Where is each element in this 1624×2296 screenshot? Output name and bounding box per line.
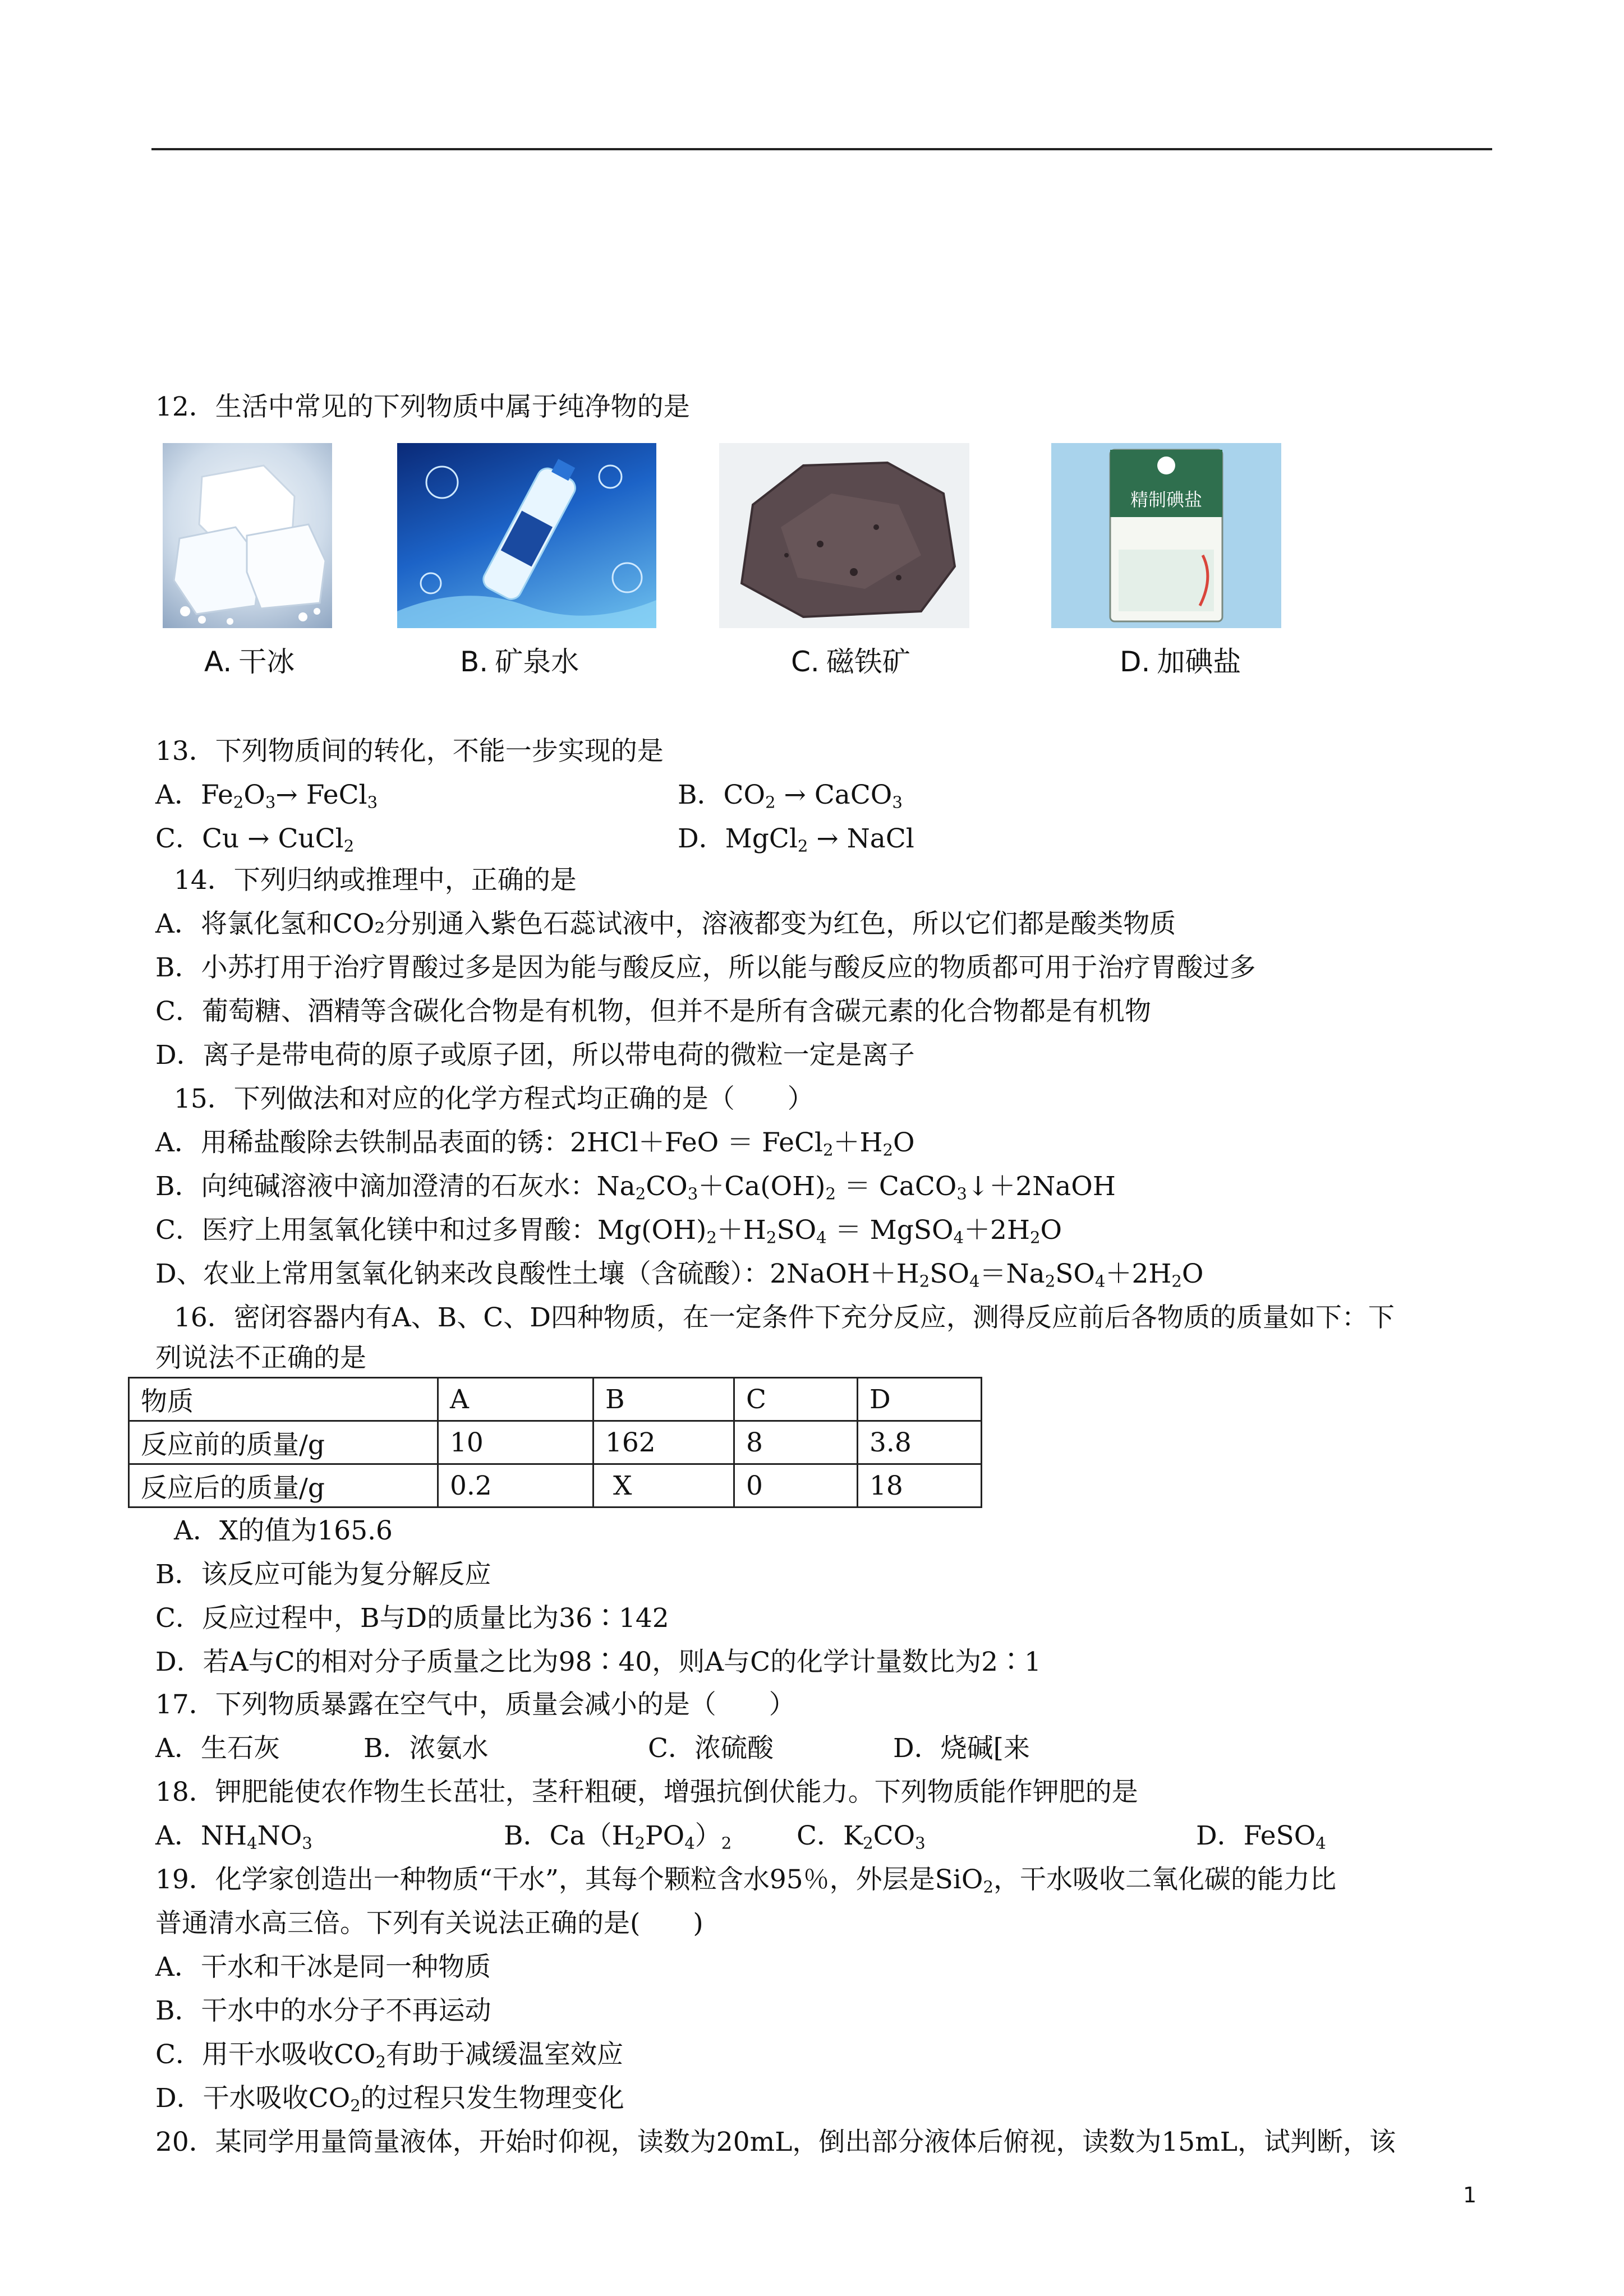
- table-cell: 0: [734, 1464, 858, 1507]
- table-header-row: [129, 1378, 982, 1421]
- q19-option-d: D．干水吸收$CO_2$的过程只发生物理变化: [155, 2083, 624, 2115]
- q14-option-c: C．葡萄糖、酒精等含碳化合物是有机物，但并不是所有含碳元素的化合物都是有机物: [155, 996, 1151, 1027]
- q19-stem-line2: 普通清水高三倍。下列有关说法正确的是( ): [155, 1908, 703, 1939]
- q14-option-a: A．将氯化氢和CO₂分别通入紫色石蕊试液中，溶液都变为红色，所以它们都是酸类物质: [155, 909, 1176, 939]
- q18-option-a: A．$NH_4NO_3$: [155, 1820, 312, 1853]
- q19-option-b: B．干水中的水分子不再运动: [155, 1995, 491, 2026]
- dry-ice-image: [163, 443, 332, 628]
- q19-option-c: C．用干水吸收$CO_2$有助于减缓温室效应: [155, 2039, 623, 2072]
- q16-stem-line1: 16．密闭容器内有A、B、C、D四种物质，在一定条件下充分反应，测得反应前后各物质的质量如下：下: [174, 1302, 1395, 1333]
- q12-stem: 12．生活中常见的下列物质中属于纯净物的是: [155, 391, 690, 422]
- q12-option-b: B. 矿泉水: [460, 646, 579, 678]
- q13-option-c: C．Cu → CuCl$_2$: [155, 823, 355, 856]
- q19-stem-line1: 19．化学家创造出一种物质“干水”，其每个颗粒含水95％，外层是SiO$_2$，干水吸收二氧化碳的能力比: [155, 1864, 1336, 1897]
- q17-option-a: A．生石灰: [155, 1733, 280, 1764]
- table-cell: C: [734, 1378, 858, 1421]
- table-cell: 0.2: [438, 1464, 594, 1507]
- table-cell: A: [438, 1378, 594, 1421]
- q13-stem: 13．下列物质间的转化，不能一步实现的是: [155, 736, 664, 767]
- q19-option-a: A．干水和干冰是同一种物质: [155, 1952, 491, 1983]
- q14-stem: 14．下列归纳或推理中，正确的是: [174, 865, 577, 896]
- table-cell: 18: [858, 1464, 982, 1507]
- salt-package-label: 精制碘盐: [1130, 489, 1202, 510]
- q17-stem: 17．下列物质暴露在空气中，质量会减小的是（ ）: [155, 1689, 795, 1720]
- q16-stem-line2: 列说法不正确的是: [155, 1343, 366, 1373]
- q17-option-b: B．浓氨水: [364, 1733, 489, 1764]
- table-cell: 162: [594, 1421, 734, 1464]
- q15-stem: 15．下列做法和对应的化学方程式均正确的是（ ）: [174, 1084, 814, 1114]
- q20-stem: 20．某同学用量筒量液体，开始时仰视，读数为20mL，倒出部分液体后俯视，读数为15mL，试判断，该: [155, 2127, 1396, 2157]
- mass-table: [128, 1377, 982, 1508]
- table-cell: X: [594, 1464, 734, 1507]
- q15-option-c: C．医疗上用氢氧化镁中和过多胃酸：$Mg(OH)_2+H_2SO_4$ ＝ $MgSO_4+2H_2O$: [155, 1215, 1062, 1247]
- q15-option-d: D、农业上常用氢氧化钠来改良酸性土壤（含硫酸）：$2NaOH+H_2SO_4=Na_2SO_4+2H_2O$: [155, 1258, 1204, 1291]
- q15-option-a: A．用稀盐酸除去铁制品表面的锈：$2HCl+FeO = FeCl_2+H_2O$: [155, 1127, 915, 1160]
- q13-option-b: B．$CO_2$ → CaCO$_3$: [678, 780, 903, 812]
- q14-option-b: B．小苏打用于治疗胃酸过多是因为能与酸反应，所以能与酸反应的物质都可用于治疗胃酸过多: [155, 952, 1256, 983]
- q15-option-b: B．向纯碱溶液中滴加澄清的石灰水：$Na_2CO_3+Ca(OH)_2$ ＝ CaCO$_3$↓＋2NaOH: [155, 1171, 1116, 1204]
- q16-option-a: A．X的值为165.6: [174, 1515, 393, 1546]
- magnetite-image: [719, 443, 969, 628]
- table-row: [129, 1421, 982, 1464]
- table-cell: B: [594, 1378, 734, 1421]
- q12-option-c: C. 磁铁矿: [791, 646, 910, 678]
- q12-option-a: A. 干冰: [204, 646, 295, 678]
- table-cell: 反应前的质量/g: [129, 1421, 438, 1464]
- q13-option-d: D．MgCl$_2$ → NaCl: [678, 823, 914, 856]
- table-row: [129, 1464, 982, 1507]
- table-cell: 8: [734, 1421, 858, 1464]
- q16-option-d: D．若A与C的相对分子质量之比为98∶40，则A与C的化学计量数比为2∶1: [155, 1647, 1041, 1677]
- q17-option-c: C．浓硫酸: [648, 1733, 774, 1764]
- q14-option-d: D．离子是带电荷的原子或原子团，所以带电荷的微粒一定是离子: [155, 1040, 915, 1071]
- table-cell: 反应后的质量/g: [129, 1464, 438, 1507]
- q18-stem: 18．钾肥能使农作物生长茁壮，茎秆粗硬，增强抗倒伏能力。下列物质能作钾肥的是: [155, 1777, 1138, 1808]
- table-cell: 物质: [129, 1378, 438, 1421]
- page-number: 1: [1463, 2183, 1477, 2207]
- q18-option-d: D．FeSO$_4$: [1196, 1820, 1326, 1853]
- table-cell: 10: [438, 1421, 594, 1464]
- q12-option-d: D. 加碘盐: [1120, 646, 1241, 678]
- q13-option-a: A．$Fe_2O_3\to$ FeCl$_3$: [155, 780, 378, 812]
- q16-option-c: C．反应过程中，B与D的质量比为36∶142: [155, 1603, 669, 1634]
- q17-option-d: D．烧碱[来: [893, 1733, 1030, 1764]
- mineral-water-image: [397, 443, 656, 628]
- iodized-salt-image: [1051, 443, 1281, 628]
- q18-option-b: B．$Ca(H_2PO_4)_2$: [504, 1820, 732, 1853]
- table-cell: 3.8: [858, 1421, 982, 1464]
- table-cell: D: [858, 1378, 982, 1421]
- q18-option-c: C．$K_2CO_3$: [797, 1820, 926, 1853]
- q16-option-b: B．该反应可能为复分解反应: [155, 1559, 491, 1590]
- header-rule: [151, 148, 1492, 150]
